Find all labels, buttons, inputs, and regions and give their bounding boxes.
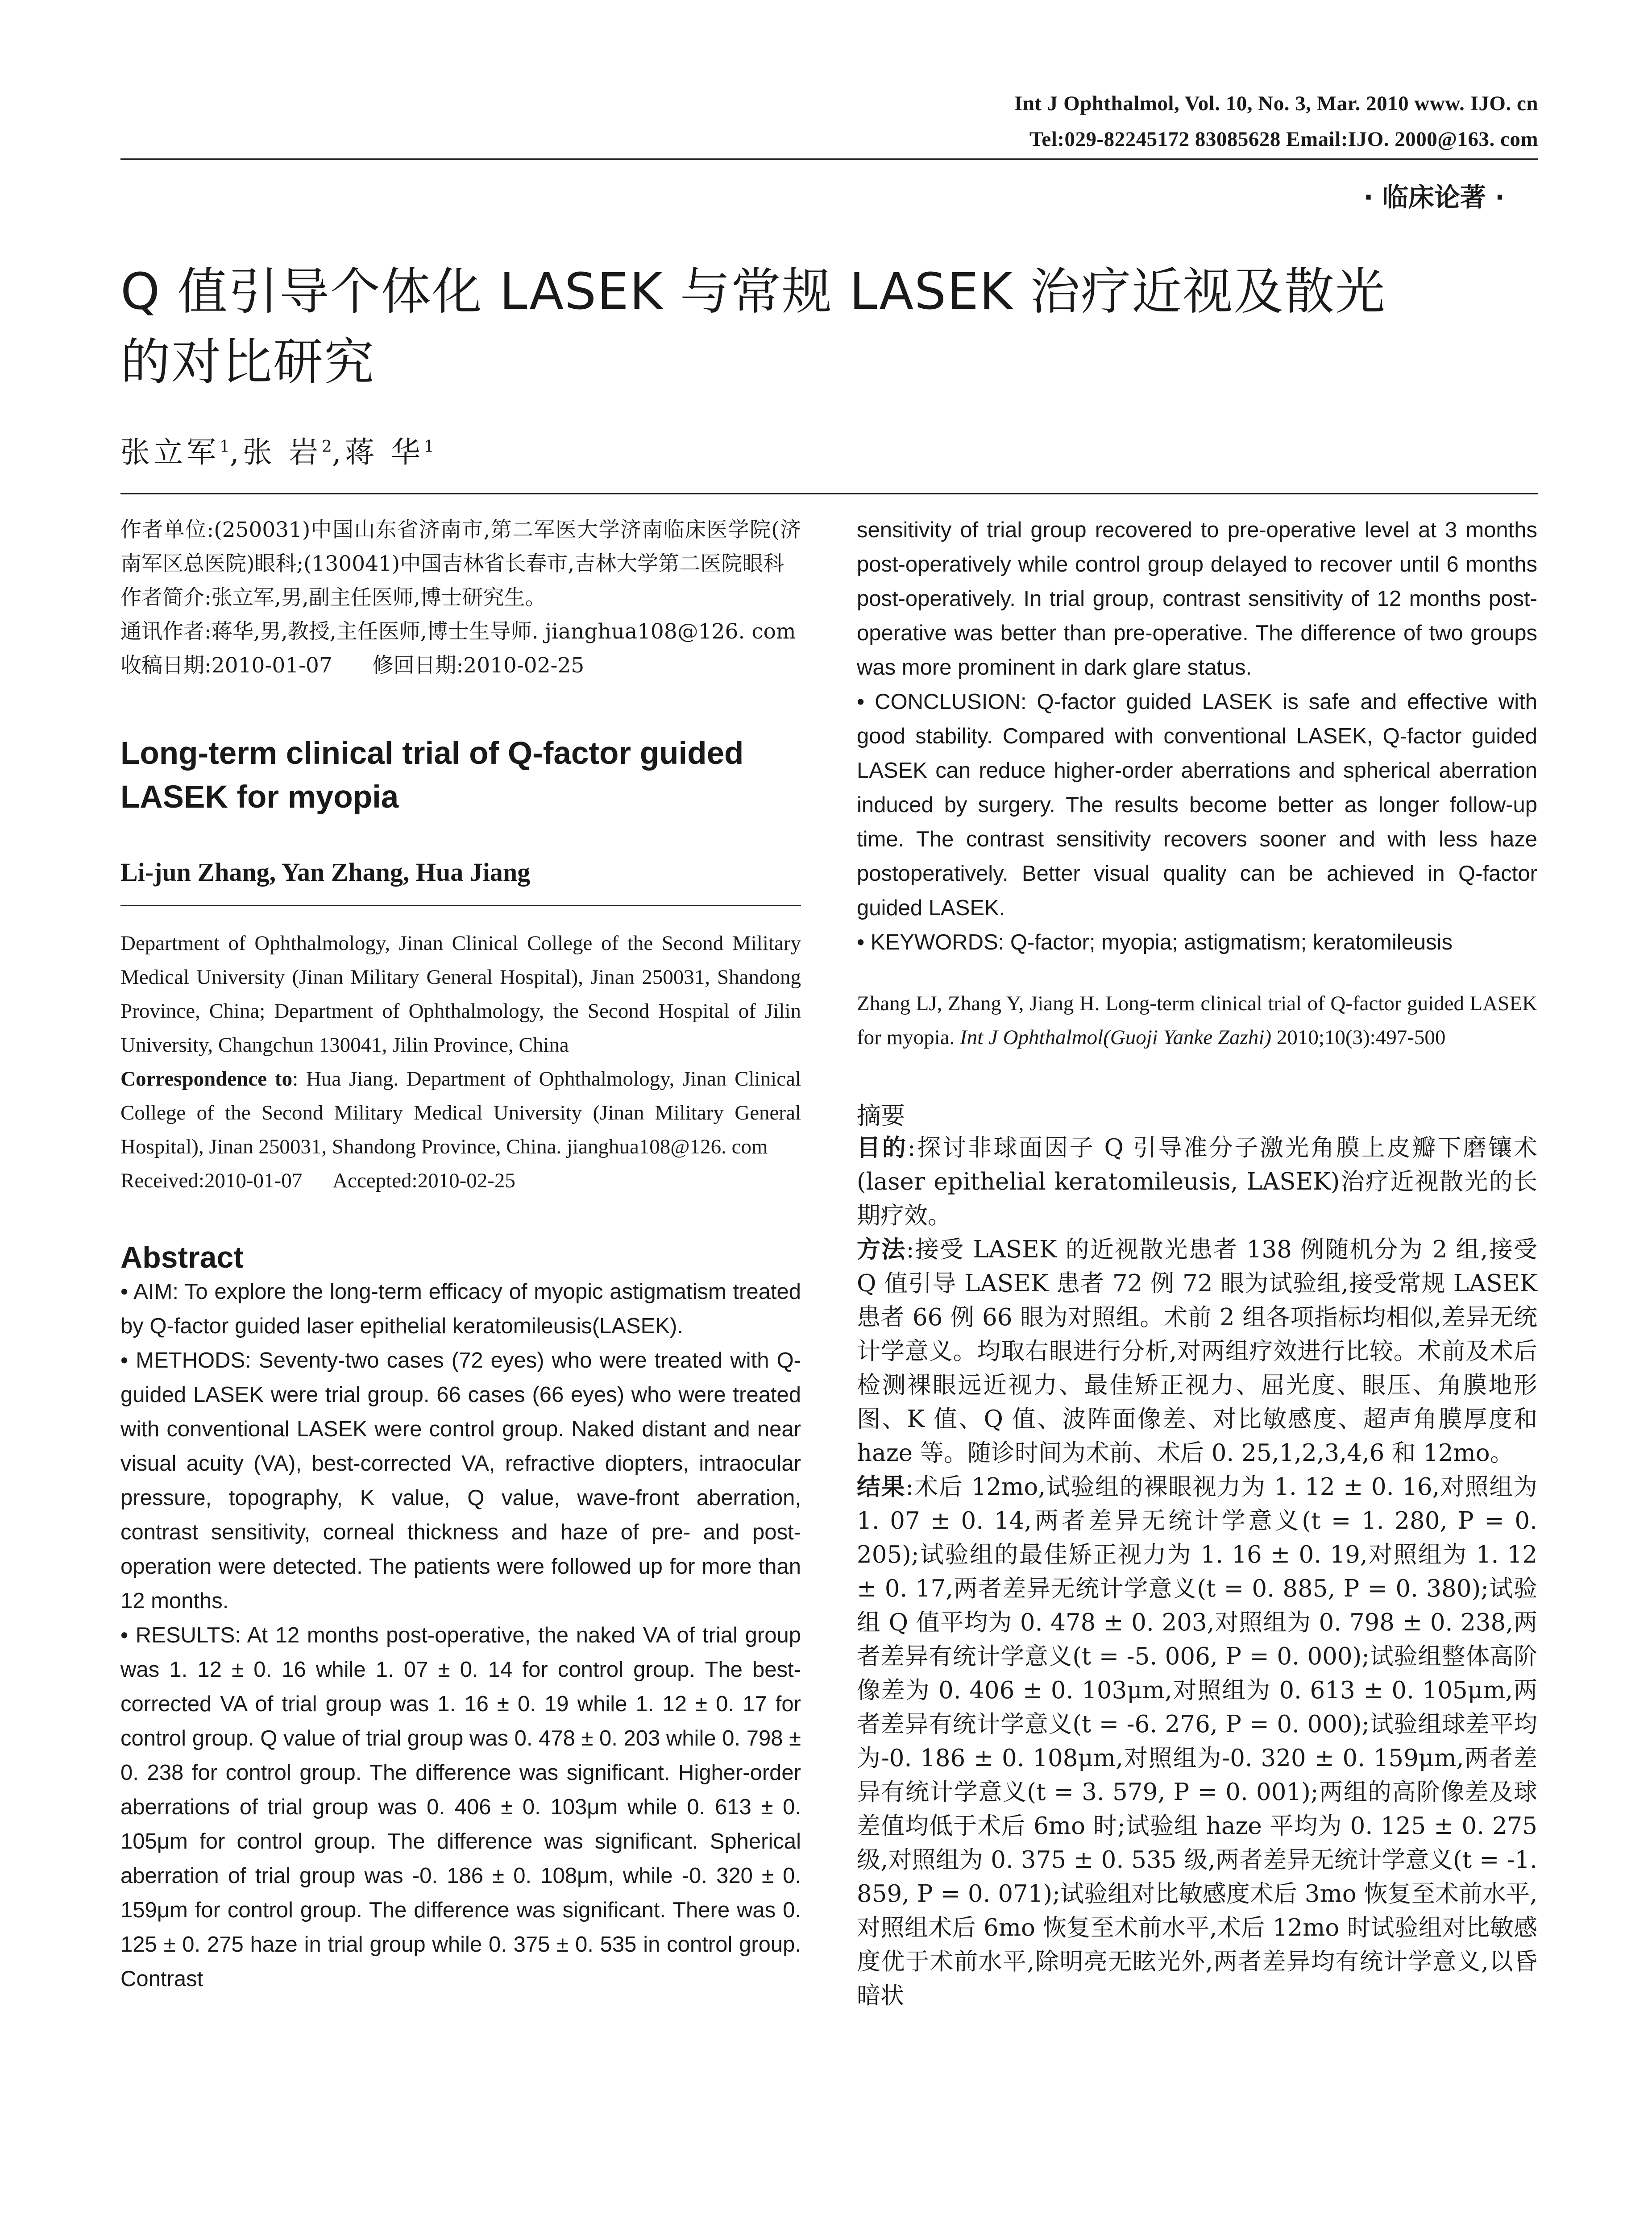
affiliation-zh: 作者单位:(250031)中国山东省济南市,第二军医大学济南临床医学院(济南军区总医院)眼科;(130041)中国吉林省长春市,吉林大学第二医院眼科	[120, 518, 801, 576]
abstract-aim: • AIM: To explore the long-term efficacy of myopic astigmatism treated by Q-factor guided laser epithelial keratomileusis(LASEK).	[120, 1280, 801, 1338]
abstract-heading: Abstract	[120, 1240, 244, 1274]
zh-abstract-heading: 摘要	[857, 1102, 905, 1130]
abstract-keywords: • KEYWORDS: Q-factor; myopia; astigmatism; keratomileusis	[857, 930, 1453, 954]
author-2-affil: 2	[321, 438, 332, 456]
citation	[857, 987, 1537, 1054]
dates-zh: 收稿日期:2010-01-07 修回日期:2010-02-25	[120, 653, 585, 678]
author-1: 张立军	[120, 435, 220, 469]
zh-results-label: 结果	[857, 1473, 906, 1501]
english-authors: Li-jun Zhang, Yan Zhang, Hua Jiang	[120, 858, 531, 887]
abstract-results: • RESULTS: At 12 months post-operative, the naked VA of trial group was 1. 12 ± 0. 16 while 1. 07 ± 0. 14 for control group. The best-corrected VA of trial group was 1. 16 ± 0. 19 while 1. 12 ± 0. 17 for control group. Q value of trial group was 0. 478 ± 0. 203 while 0. 798 ± 0. 238 for control group. The difference was significant. Higher-order aberrations of trial group was 0. 406 ± 0. 103μm while 0. 613 ± 0. 105μm for control group. The difference was significant. Spherical aberration of trial group was -0. 186 ± 0. 108μm, while -0. 320 ± 0. 159μm for control group. The difference was significant. There was 0. 125 ± 0. 275 haze in trial group while 0. 375 ± 0. 535 in control group. Contrast	[120, 1623, 801, 1991]
section-tag: · 临床论著 ·	[1363, 182, 1505, 212]
zh-purpose	[857, 1131, 1537, 1233]
zh-methods	[857, 1233, 1537, 1470]
citation-text: Zhang LJ, Zhang Y, Jiang H. Long-term clinical trial of Q-factor guided LASEK for myopia.	[857, 992, 1537, 1049]
zh-purpose-label: 目的	[857, 1134, 908, 1161]
zh-purpose-text: :探讨非球面因子 Q 引导准分子激光角膜上皮瓣下磨镶术(laser epithelial keratomileusis, LASEK)治疗近视散光的长期疗效。	[857, 1134, 1537, 1229]
zh-results-text: :术后 12mo,试验组的裸眼视力为 1. 12 ± 0. 16,对照组为 1. 07 ± 0. 14,两者差异无统计学意义(t = 1. 280, P = 0. 205);试验组的最佳矫正视力为 1. 16 ± 0. 19,对照组为 1. 12 ± 0. 17,两者差异无统计学意义(t = 0. 885, P = 0. 380);试验组 Q 值平均为 0. 478 ± 0. 203,对照组为 0. 798 ± 0. 238,两者差异有统计学意义(t = -5. 006, P = 0. 000);试验组整体高阶像差为 0. 406 ± 0. 103μm,对照组为 0. 613 ± 0. 105μm,两者差异有统计学意义(t = -6. 276, P = 0. 000);试验组球差平均为-0. 186 ± 0. 108μm,对照组为-0. 320 ± 0. 159μm,两者差异有统计学意义(t = 3. 579, P = 0. 001);两组的高阶像差及球差值均低于术后 6mo 时;试验组 haze 平均为 0. 125 ± 0. 275 级,对照组为 0. 375 ± 0. 535 级,两者差异无统计学意义(t = -1. 859, P = 0. 071);试验组对比敏感度术后 3mo 恢复至术前水平,对照组术后 6mo 恢复至术前水平,术后 12mo 时试验组对比敏感度优于术前水平,除明亮无眩光外,两者差异均有统计学意义,以昏暗状	[857, 1473, 1537, 2009]
correspondence-text: : Hua Jiang. Department of Ophthalmology, Jinan Clinical College of the Second Military Medical University (Jinan Military General Hospital), Jinan 250031, Shandong Province, China. jianghua108@126. com	[120, 1067, 801, 1158]
correspondence-zh: 通讯作者:蒋华,男,教授,主任医师,博士生导师. jianghua108@126. com	[120, 619, 796, 644]
title-zh-line2: 的对比研究	[120, 333, 375, 391]
author-1-affil: 1	[220, 438, 230, 456]
citation-journal: Int J Ophthalmol(Guoji Yanke Zazhi)	[960, 1026, 1272, 1049]
author-3-affil: 1	[423, 438, 434, 456]
authors-rule	[120, 493, 1538, 494]
abstract-results-continued: sensitivity of trial group recovered to pre-operative level at 3 months post-operatively while control group delayed to recover until 6 months post-operatively. In trial group, contrast sensitivity of 12 months post-operative was better than pre-operative. The difference of two groups was more prominent in dark glare status.	[857, 518, 1537, 680]
title-zh	[120, 257, 1540, 398]
authors-zh	[120, 428, 434, 471]
english-title: Long-term clinical trial of Q-factor guided LASEK for myopia	[120, 736, 744, 815]
received-accepted: Received:2010-01-07 Accepted:2010-02-25	[120, 1169, 515, 1192]
right-column	[857, 513, 1537, 2013]
contact-line: Tel:029-82245172 83085628 Email:IJO. 2000@163. com	[1029, 128, 1538, 151]
abstract-conclusion: • CONCLUSION: Q-factor guided LASEK is safe and effective with good stability. Compared with conventional LASEK, Q-factor guided LASEK can reduce higher-order aberrations and spherical aberration induced by surgery. The results become better as longer follow-up time. The contrast sensitivity recovers sooner and with less haze postoperatively. Better visual quality can be achieved in Q-factor guided LASEK.	[857, 690, 1537, 920]
author-bio-zh: 作者简介:张立军,男,副主任医师,博士研究生。	[120, 585, 546, 610]
english-correspondence	[120, 1062, 801, 1164]
english-authors-rule	[120, 905, 801, 906]
author-3: ,蒋 华	[332, 435, 424, 469]
journal-line: Int J Ophthalmol, Vol. 10, No. 3, Mar. 2010 www. IJO. cn	[1014, 92, 1538, 115]
header-rule	[120, 158, 1538, 160]
zh-results	[857, 1470, 1537, 2013]
title-zh-line1: Q 值引导个体化 LASEK 与常规 LASEK 治疗近视及散光	[120, 263, 1386, 321]
author-2: ,张 岩	[229, 435, 322, 469]
zh-methods-text: :接受 LASEK 的近视散光患者 138 例随机分为 2 组,接受 Q 值引导 LASEK 患者 72 例 72 眼为试验组,接受常规 LASEK 患者 66 例 66 眼为对照组。术前 2 组各项指标均相似,差异无统计学意义。均取右眼进行分析,对两组疗效进行比较。术前及术后检测裸眼远近视力、最佳矫正视力、屈光度、眼压、角膜地形图、K 值、Q 值、波阵面像差、对比敏感度、超声角膜厚度和 haze 等。随诊时间为术前、术后 0. 25,1,2,3,4,6 和 12mo。	[857, 1236, 1537, 1467]
citation-volume: 2010;10(3):497-500	[1271, 1026, 1446, 1049]
abstract-methods: • METHODS: Seventy-two cases (72 eyes) who were treated with Q-guided LASEK were trial group. 66 cases (66 eyes) who were treated with conventional LASEK were control group. Naked distant and near visual acuity (VA), best-corrected VA, refractive diopters, intraocular pressure, topography, K value, Q value, wave-front aberration, contrast sensitivity, corneal thickness and haze of pre- and post-operation were detected. The patients were followed up for more than 12 months.	[120, 1348, 801, 1613]
english-affiliation: Department of Ophthalmology, Jinan Clinical College of the Second Military Medical University (Jinan Military General Hospital), Jinan 250031, Shandong Province, China; Department of Ophthalmology, the Second Hospital of Jilin University, Changchun 130041, Jilin Province, China	[120, 932, 801, 1057]
zh-methods-label: 方法	[857, 1236, 906, 1263]
left-column	[120, 513, 801, 1996]
correspondence-label: Correspondence to	[120, 1067, 293, 1091]
